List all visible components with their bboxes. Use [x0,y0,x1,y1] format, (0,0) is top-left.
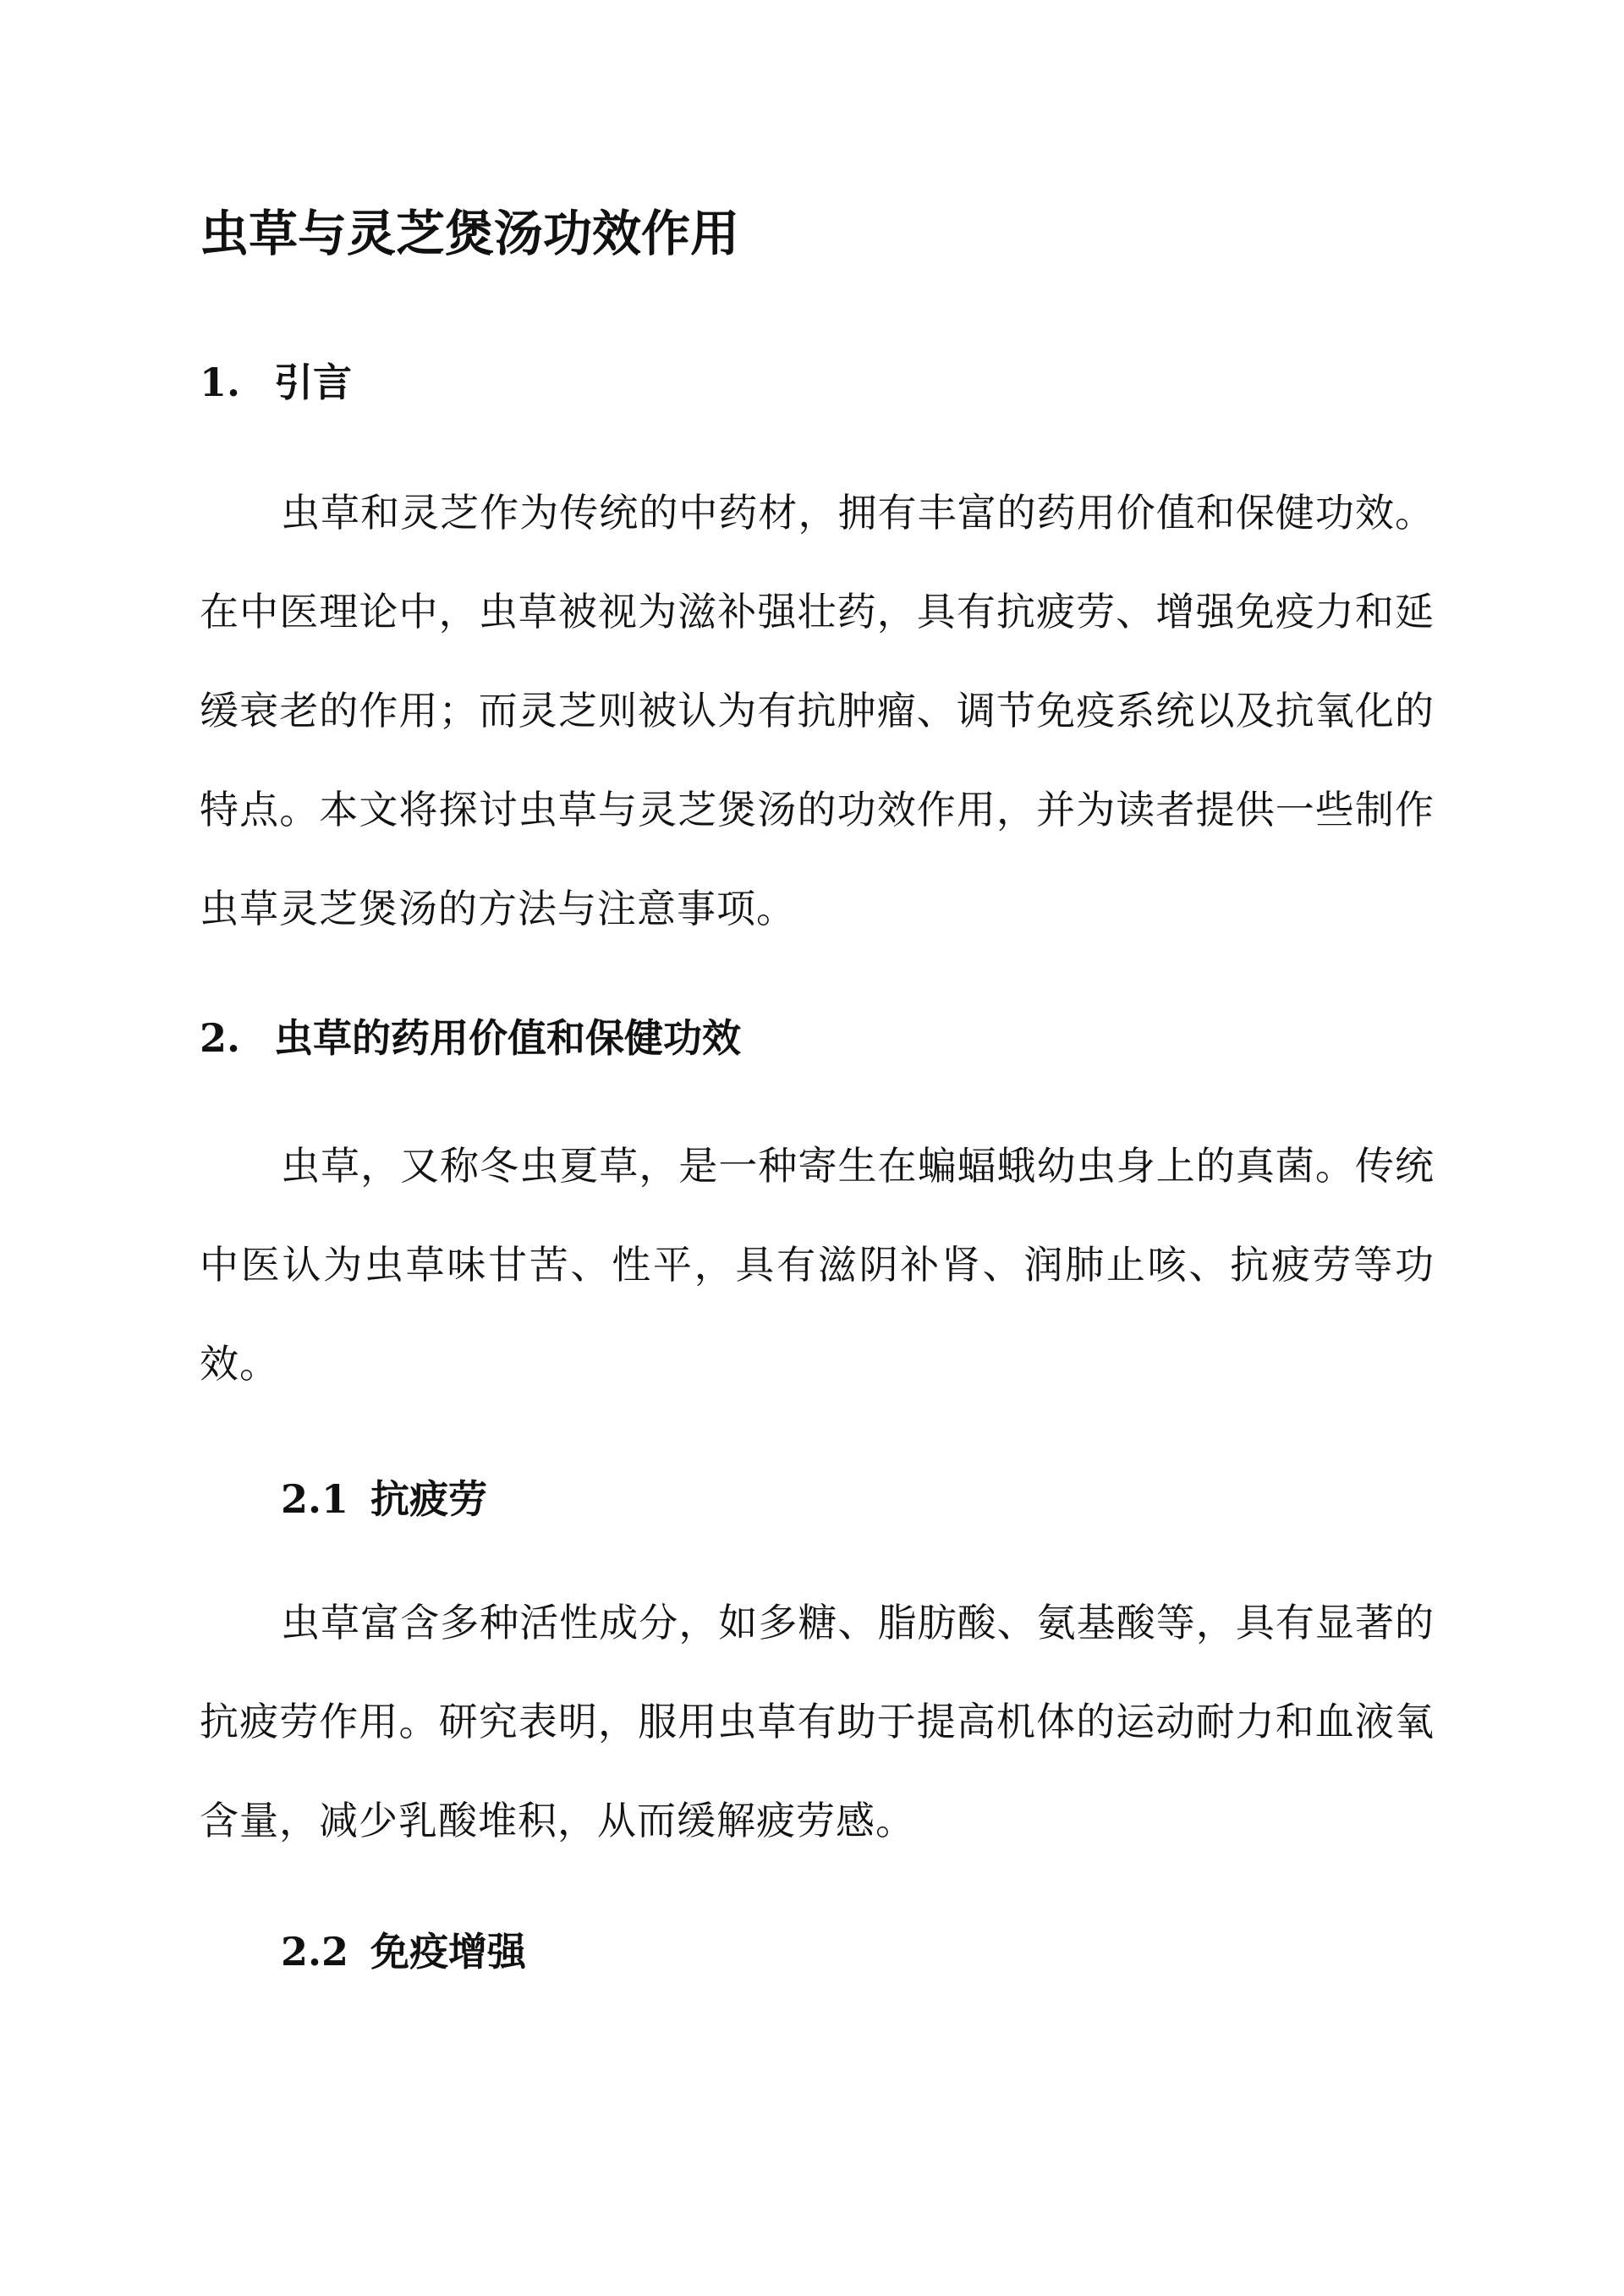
section-title: 虫草的药用价值和保健功效 [274,1015,741,1061]
subsection-heading-immunity [281,1925,1380,1979]
section-number: 2. [200,1015,241,1061]
subsection-title: 免疫增强 [370,1929,527,1975]
section-heading-introduction [200,355,1435,409]
section-number: 1. [200,360,241,405]
section-title: 引言 [274,360,352,405]
subsection-title: 抗疲劳 [370,1476,488,1522]
section-heading-cordyceps-value [200,1011,1435,1065]
anti-fatigue-paragraph: 虫草富含多种活性成分，如多糖、脂肪酸、氨基酸等，具有显著的抗疲劳作用。研究表明，服用虫草有助于提高机体的运动耐力和血液氧含量，减少乳酸堆积，从而缓解疲劳感。 [200,1600,1435,1843]
subsection-number: 2.2 [281,1929,349,1975]
document-title: 虫草与灵芝煲汤功效作用 [200,205,740,262]
introduction-paragraph: 虫草和灵芝作为传统的中药材，拥有丰富的药用价值和保健功效。在中医理论中，虫草被视为滋补强壮药，具有抗疲劳、增强免疫力和延缓衰老的作用；而灵芝则被认为有抗肿瘤、调节免疫系统以及抗氧化的特点。本文将探讨虫草与灵芝煲汤的功效作用，并为读者提供一些制作虫草灵芝煲汤的方法与注意事项。 [200,490,1435,931]
subsection-heading-anti-fatigue [281,1472,1380,1526]
cordyceps-paragraph: 虫草，又称冬虫夏草，是一种寄生在蝙蝠蛾幼虫身上的真菌。传统中医认为虫草味甘苦、性平，具有滋阴补肾、润肺止咳、抗疲劳等功效。 [200,1143,1435,1387]
subsection-number: 2.1 [281,1476,349,1522]
